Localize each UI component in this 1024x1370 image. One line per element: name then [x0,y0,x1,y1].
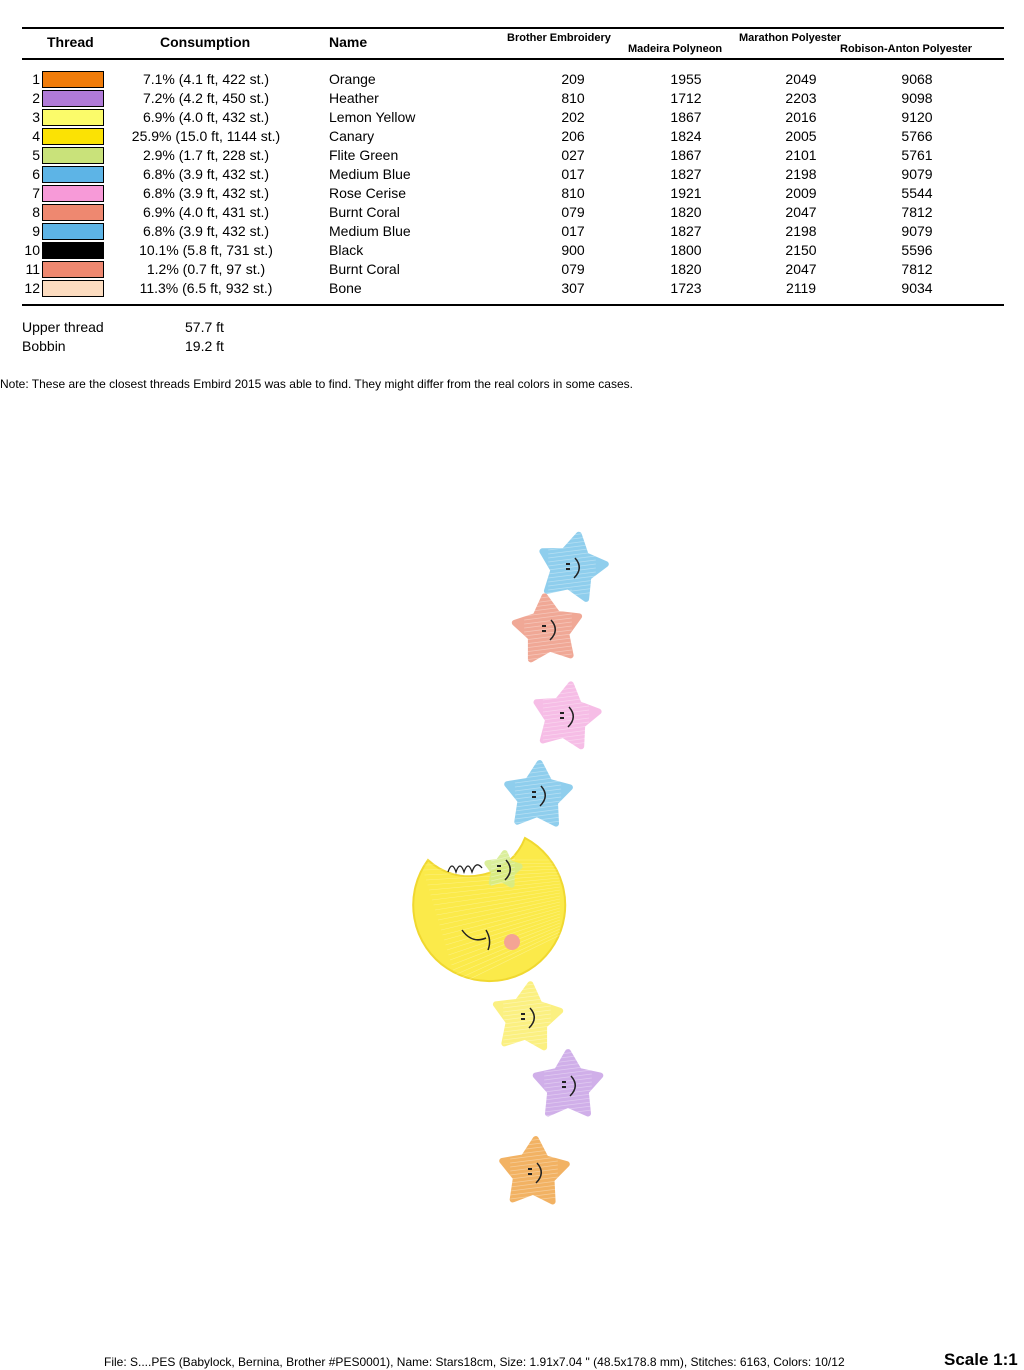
robison-code-cell: 9079 [901,166,933,182]
madeira-code-cell: 1712 [670,90,702,106]
upper-thread-label: Upper thread [22,319,104,335]
thread-name-cell: Medium Blue [329,223,411,239]
madeira-code-cell: 1820 [670,261,702,277]
robison-code-cell: 7812 [901,261,933,277]
consumption-cell: 6.9% (4.0 ft, 432 st.) [142,109,270,125]
thread-note: Note: These are the closest threads Embird 2015 was able to find. They might differ from the real colors in some cases. [0,377,633,391]
header-brother-embroidery: Brother Embroidery [507,32,611,44]
brother-code-cell: 209 [561,71,585,87]
consumption-cell: 7.2% (4.2 ft, 450 st.) [142,90,270,106]
madeira-code-cell: 1921 [670,185,702,201]
table-row [0,241,1024,260]
thread-name-cell: Bone [329,280,362,296]
coral-star [515,590,579,660]
thread-number: 6 [32,166,40,182]
marathon-code-cell: 2009 [785,185,817,201]
thread-number: 11 [25,261,40,277]
thread-name-cell: Burnt Coral [329,204,400,220]
table-row [0,89,1024,108]
marathon-code-cell: 2198 [785,166,817,182]
table-row [0,203,1024,222]
robison-code-cell: 7812 [901,204,933,220]
thread-number: 12 [24,280,40,296]
blue-star-middle [507,757,570,827]
robison-code-cell: 5761 [901,147,933,163]
thread-color-swatch [42,242,104,259]
thread-color-swatch [42,185,104,202]
brother-code-cell: 900 [561,242,585,258]
thread-number: 10 [24,242,40,258]
table-row [0,70,1024,89]
brother-code-cell: 079 [561,204,585,220]
brother-code-cell: 027 [561,147,585,163]
thread-color-swatch [42,109,104,126]
header-madeira-polyneon: Madeira Polyneon [628,43,723,55]
thread-number: 7 [32,185,40,201]
thread-color-swatch [42,128,104,145]
table-row [0,184,1024,203]
header-bottom-rule [22,58,1004,60]
robison-code-cell: 9098 [901,90,933,106]
brother-code-cell: 202 [561,109,585,125]
thread-color-swatch [42,147,104,164]
thread-number: 5 [32,147,40,163]
marathon-code-cell: 2047 [785,204,817,220]
marathon-code-cell: 2101 [785,147,817,163]
table-row [0,108,1024,127]
thread-color-swatch [42,223,104,240]
bobbin-label: Bobbin [22,338,66,354]
header-robison-anton-polyester: Robison-Anton Polyester [840,43,973,55]
table-row [0,279,1024,298]
thread-name-cell: Burnt Coral [329,261,400,277]
table-row [0,165,1024,184]
madeira-code-cell: 1820 [670,204,702,220]
thread-color-swatch [42,166,104,183]
scale-label: Scale 1:1 [944,1350,1018,1369]
bobbin-value: 19.2 ft [185,338,224,354]
moon-and-stars-embroidery-icon [400,520,640,1220]
robison-code-cell: 9079 [901,223,933,239]
header-thread: Thread [47,34,94,50]
consumption-cell: 10.1% (5.8 ft, 731 st.) [139,242,273,258]
thread-color-swatch [42,71,104,88]
robison-code-cell: 9120 [901,109,933,125]
brother-code-cell: 079 [561,261,585,277]
table-row [0,222,1024,241]
thread-name-cell: Heather [329,90,379,106]
thread-name-cell: Black [329,242,364,258]
thread-number: 3 [32,109,40,125]
robison-code-cell: 5766 [901,128,933,144]
brother-code-cell: 307 [561,280,585,296]
marathon-code-cell: 2150 [785,242,817,258]
consumption-cell: 6.8% (3.9 ft, 432 st.) [142,166,270,182]
orange-star [502,1133,567,1203]
thread-number: 1 [32,71,40,87]
thread-number: 8 [32,204,40,220]
madeira-code-cell: 1723 [670,280,702,296]
marathon-code-cell: 2016 [785,109,817,125]
thread-color-swatch [42,204,104,221]
marathon-code-cell: 2005 [785,128,817,144]
thread-number: 2 [32,90,40,106]
purple-star [536,1046,601,1116]
brother-code-cell: 017 [561,166,585,182]
robison-code-cell: 5596 [901,242,933,258]
thread-name-cell: Orange [329,71,376,87]
brother-code-cell: 810 [561,90,585,106]
thread-number: 4 [32,128,40,144]
madeira-code-cell: 1827 [670,166,702,182]
header-name: Name [329,34,368,50]
thread-number: 9 [32,223,40,239]
madeira-code-cell: 1867 [670,109,702,125]
pink-star [537,678,599,748]
madeira-code-cell: 1827 [670,223,702,239]
consumption-cell: 25.9% (15.0 ft, 1144 st.) [131,128,281,144]
table-top-rule [22,27,1004,29]
brother-code-cell: 206 [561,128,585,144]
marathon-code-cell: 2049 [785,71,817,87]
header-consumption: Consumption [160,34,251,50]
thread-name-cell: Flite Green [329,147,399,163]
thread-name-cell: Lemon Yellow [329,109,416,125]
marathon-code-cell: 2198 [785,223,817,239]
madeira-code-cell: 1824 [670,128,702,144]
robison-code-cell: 5544 [901,185,933,201]
file-info-footer: File: S....PES (Babylock, Bernina, Brother #PES0001), Name: Stars18cm, Size: 1.91x7.04 " (48.5x178.8 mm), Stitches: 6163, Colors: 10/12 [104,1355,845,1369]
upper-thread-value: 57.7 ft [185,319,224,335]
thread-color-swatch [42,280,104,297]
madeira-code-cell: 1867 [670,147,702,163]
madeira-code-cell: 1800 [670,242,702,258]
madeira-code-cell: 1955 [670,71,702,87]
consumption-cell: 6.8% (3.9 ft, 432 st.) [142,185,270,201]
thread-name-cell: Medium Blue [329,166,411,182]
thread-name-cell: Canary [329,128,375,144]
consumption-cell: 11.3% (6.5 ft, 932 st.) [139,280,273,296]
brother-code-cell: 810 [561,185,585,201]
blue-star-top [542,528,605,599]
consumption-cell: 6.9% (4.0 ft, 431 st.) [142,204,270,220]
yellow-star [496,978,560,1048]
marathon-code-cell: 2119 [785,280,817,296]
thread-name-cell: Rose Cerise [329,185,407,201]
table-row [0,127,1024,146]
header-marathon-polyester: Marathon Polyester [739,32,842,44]
consumption-cell: 2.9% (1.7 ft, 228 st.) [142,147,270,163]
consumption-cell: 7.1% (4.1 ft, 422 st.) [142,71,270,87]
marathon-code-cell: 2047 [785,261,817,277]
marathon-code-cell: 2203 [785,90,817,106]
brother-code-cell: 017 [561,223,585,239]
thread-color-swatch [42,90,104,107]
table-bottom-rule [22,304,1004,306]
table-row [0,260,1024,279]
table-row [0,146,1024,165]
consumption-cell: 6.8% (3.9 ft, 432 st.) [142,223,270,239]
consumption-cell: 1.2% (0.7 ft, 97 st.) [146,261,266,277]
green-star-small [487,847,519,885]
robison-code-cell: 9068 [901,71,933,87]
thread-color-swatch [42,261,104,278]
robison-code-cell: 9034 [901,280,933,296]
